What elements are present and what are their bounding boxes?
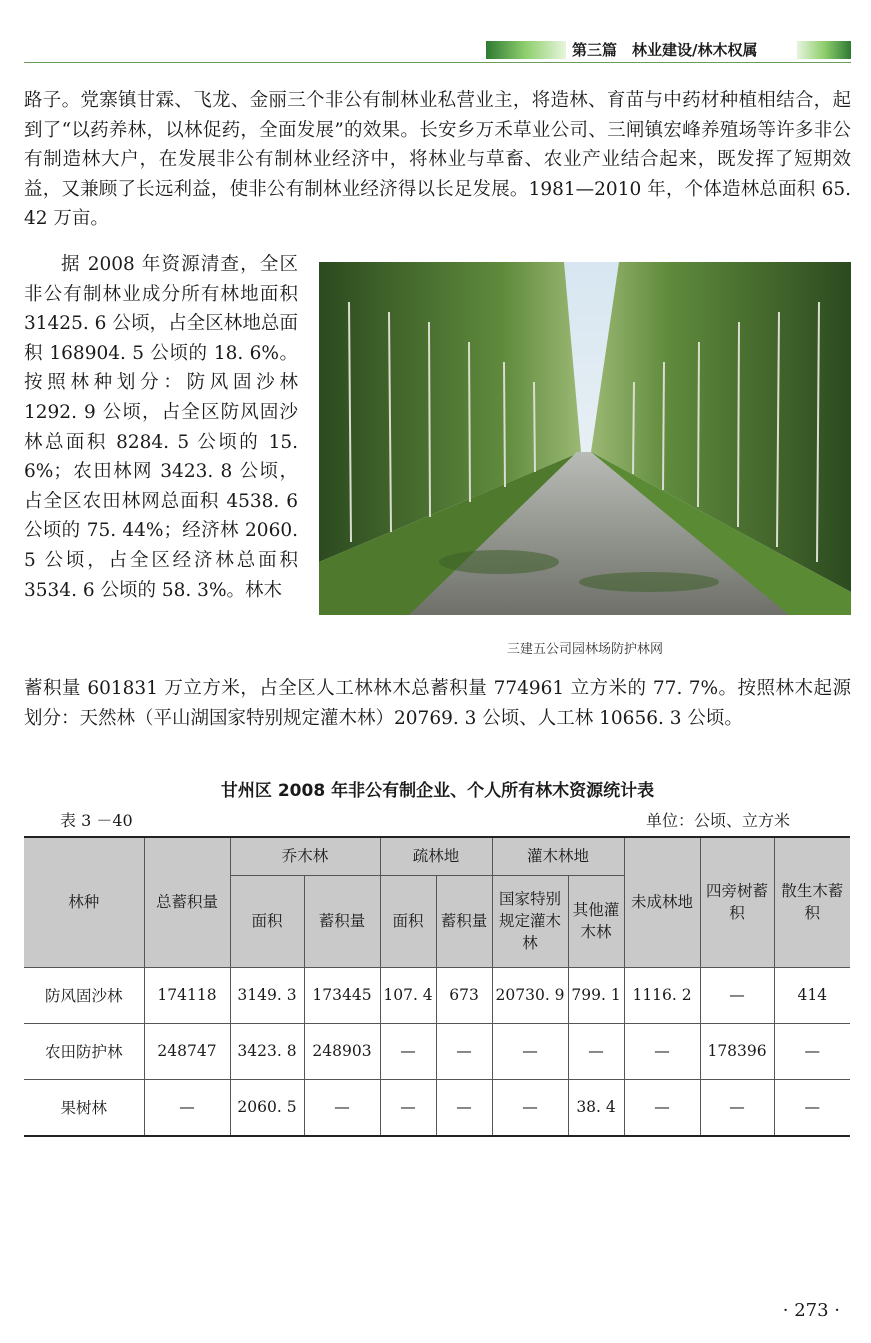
table-cell: — xyxy=(774,1079,850,1136)
table-cell: 3423. 8 xyxy=(230,1023,304,1079)
page-number: · 273 · xyxy=(782,1300,840,1321)
row-label: 果树林 xyxy=(24,1079,144,1136)
table-cell: — xyxy=(624,1023,700,1079)
table-cell: 673 xyxy=(436,967,492,1023)
table-cell: — xyxy=(144,1079,230,1136)
header-title: 第三篇 林业建设/林木权属 xyxy=(572,41,758,59)
table-cell: 173445 xyxy=(304,967,380,1023)
row-label: 农田防护林 xyxy=(24,1023,144,1079)
table-cell: — xyxy=(380,1023,436,1079)
shelterbelt-photo xyxy=(319,262,851,615)
table-cell: — xyxy=(304,1079,380,1136)
paragraph-3: 蓄积量 601831 万立方米，占全区人工林林木总蓄积量 774961 立方米的 77. 7%。按照林木起源划分：天然林（平山湖国家特别规定灌木林）20769. 3 公顷、人工林 10656. 3 公顷。 xyxy=(24,678,851,729)
table-cell: 3149. 3 xyxy=(230,967,304,1023)
th-scattered: 散生木蓄积 xyxy=(774,837,850,967)
th-national-shrub: 国家特别规定灌木林 xyxy=(492,875,568,967)
photo-caption: 三建五公司园林场防护林网 xyxy=(506,642,663,657)
th-arbor-area: 面积 xyxy=(230,875,304,967)
table-cell: — xyxy=(774,1023,850,1079)
table-cell: — xyxy=(492,1023,568,1079)
paragraph-1: 路子。党寨镇甘霖、飞龙、金丽三个非公有制林业私营业主，将造林、育苗与中药材种植相结合，起到了“以药养林，以林促药，全面发展”的效果。长安乡万禾草业公司、三闸镇宏峰养殖场等许多非公有制造林大户，在发展非公有制林业经济中，将林业与草畜、农业产业结合起来，既发挥了短期效益，又兼顾了长远利益，使非公有制林业经济得以长足发展。1981—2010 年，个体造林总面积 65. 42 万亩。 xyxy=(24,90,851,230)
table-unit: 单位：公顷、立方米 xyxy=(646,811,791,830)
table-cell: 2060. 5 xyxy=(230,1079,304,1136)
table-cell: — xyxy=(492,1079,568,1136)
table-cell: 20730. 9 xyxy=(492,967,568,1023)
th-immature: 未成林地 xyxy=(624,837,700,967)
th-four-side: 四旁树蓄积 xyxy=(700,837,774,967)
table-cell: 178396 xyxy=(700,1023,774,1079)
row-label: 防风固沙林 xyxy=(24,967,144,1023)
table-cell: — xyxy=(436,1079,492,1136)
table-cell: 38. 4 xyxy=(568,1079,624,1136)
table-cell: — xyxy=(380,1079,436,1136)
th-total-stock: 总蓄积量 xyxy=(144,837,230,967)
th-other-shrub: 其他灌木林 xyxy=(568,875,624,967)
header-decor-right xyxy=(797,41,851,59)
table-row xyxy=(24,1079,850,1136)
table-row xyxy=(24,1023,850,1079)
th-sparse: 疏林地 xyxy=(380,837,492,875)
table-number: 表 3 －40 xyxy=(60,811,133,830)
table-cell: 414 xyxy=(774,967,850,1023)
th-sparse-stock: 蓄积量 xyxy=(436,875,492,967)
th-shrub: 灌木林地 xyxy=(492,837,624,875)
th-sparse-area: 面积 xyxy=(380,875,436,967)
table-row xyxy=(24,967,850,1023)
table-cell: 248747 xyxy=(144,1023,230,1079)
running-header xyxy=(24,40,851,63)
table-cell: — xyxy=(568,1023,624,1079)
th-arbor: 乔木林 xyxy=(230,837,380,875)
th-arbor-stock: 蓄积量 xyxy=(304,875,380,967)
forest-resource-table xyxy=(24,836,850,1137)
table-cell: — xyxy=(624,1079,700,1136)
table-cell: 248903 xyxy=(304,1023,380,1079)
table-title: 甘州区 2008 年非公有制企业、个人所有林木资源统计表 xyxy=(220,781,655,801)
table-cell: — xyxy=(700,967,774,1023)
table-cell: — xyxy=(436,1023,492,1079)
table-cell: — xyxy=(700,1079,774,1136)
table-cell: 1116. 2 xyxy=(624,967,700,1023)
table-cell: 174118 xyxy=(144,967,230,1023)
th-forest-type: 林种 xyxy=(24,837,144,967)
table-cell: 799. 1 xyxy=(568,967,624,1023)
paragraph-2: 据 2008 年资源清查，全区非公有制林业成分所有林地面积 31425. 6 公顷，占全区林地总面积 168904. 5 公顷的 18. 6%。按照林种划分：防风固沙林 1292. 9 公顷，占全区防风固沙林总面积 8284. 5 公顷的 15. 6%；农田林网 3423. 8 公顷，占全区农田林网总面积 4538. 6 公顷的 75. 44%；经济林 2060. 5 公顷，占全区经济林总面积 3534. 6 公顷的 58. 3%。林木 xyxy=(24,254,298,601)
header-decor-left xyxy=(486,41,566,59)
table-cell: 107. 4 xyxy=(380,967,436,1023)
